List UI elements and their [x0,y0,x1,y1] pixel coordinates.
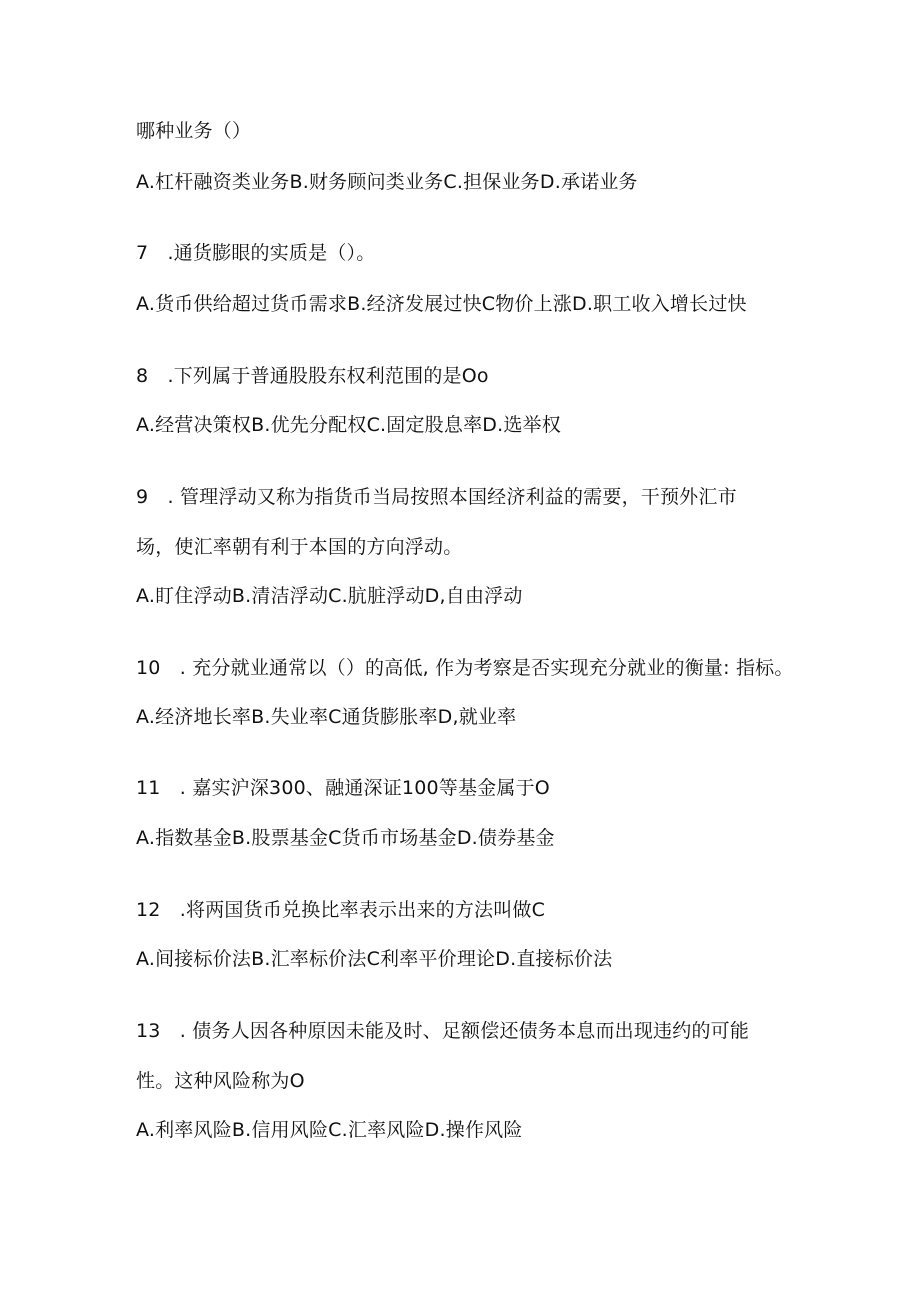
question-13-text: 13 . 债务人因各种原因未能及时、足额偿还债务本息而出现违约的可能 [136,1020,750,1042]
question-7-text: 7 .通货膨眼的实质是（）。 [136,242,376,264]
question-10-text: 10 . 充分就业通常以（）的高低, 作为考察是否实现充分就业的衡量: 指标。 [136,657,794,679]
question-9-options: A.盯住浮动B.清洁浮动C.肮脏浮动D,自由浮动 [136,585,523,607]
question-13-text-continued: 性。这种风险称为O [136,1070,305,1092]
question-11-options: A.指数基金B.股票基金C货币市场基金D.债券基金 [136,827,555,849]
question-13-options: A.利率风险B.信用风险C.汇率风险D.操作风险 [136,1119,523,1141]
question-8-options: A.经营决策权B.优先分配权C.固定股息率D.选举权 [136,414,561,436]
question-12-options: A.间接标价法B.汇率标价法C利率平价理论D.直接标价法 [136,948,613,970]
question-10-options: A.经济地长率B.失业率C通货膨胀率D,就业率 [136,706,517,728]
question-12-text: 12 .将两国货币兑换比率表示出来的方法叫做C [136,899,546,921]
question-7-options: A.货币供给超过货币需求B.经济发展过快C物价上涨D.职工收入增长过快 [136,293,747,315]
question-8-text: 8 .下列属于普通股股东权利范围的是Oo [136,365,489,387]
question-6-text-continued: 哪种业务（） [136,120,252,142]
question-11-text: 11 . 嘉实沪深300、融通深证100等基金属于O [136,777,550,799]
question-6-options: A.杠杆融资类业务B.财务顾问类业务C.担保业务D.承诺业务 [136,171,638,193]
question-9-text-continued: 场，使汇率朝有利于本国的方向浮动。 [136,536,463,558]
question-9-text: 9 . 管理浮动又称为指货币当局按照本国经济利益的需要，干预外汇市 [136,486,737,508]
